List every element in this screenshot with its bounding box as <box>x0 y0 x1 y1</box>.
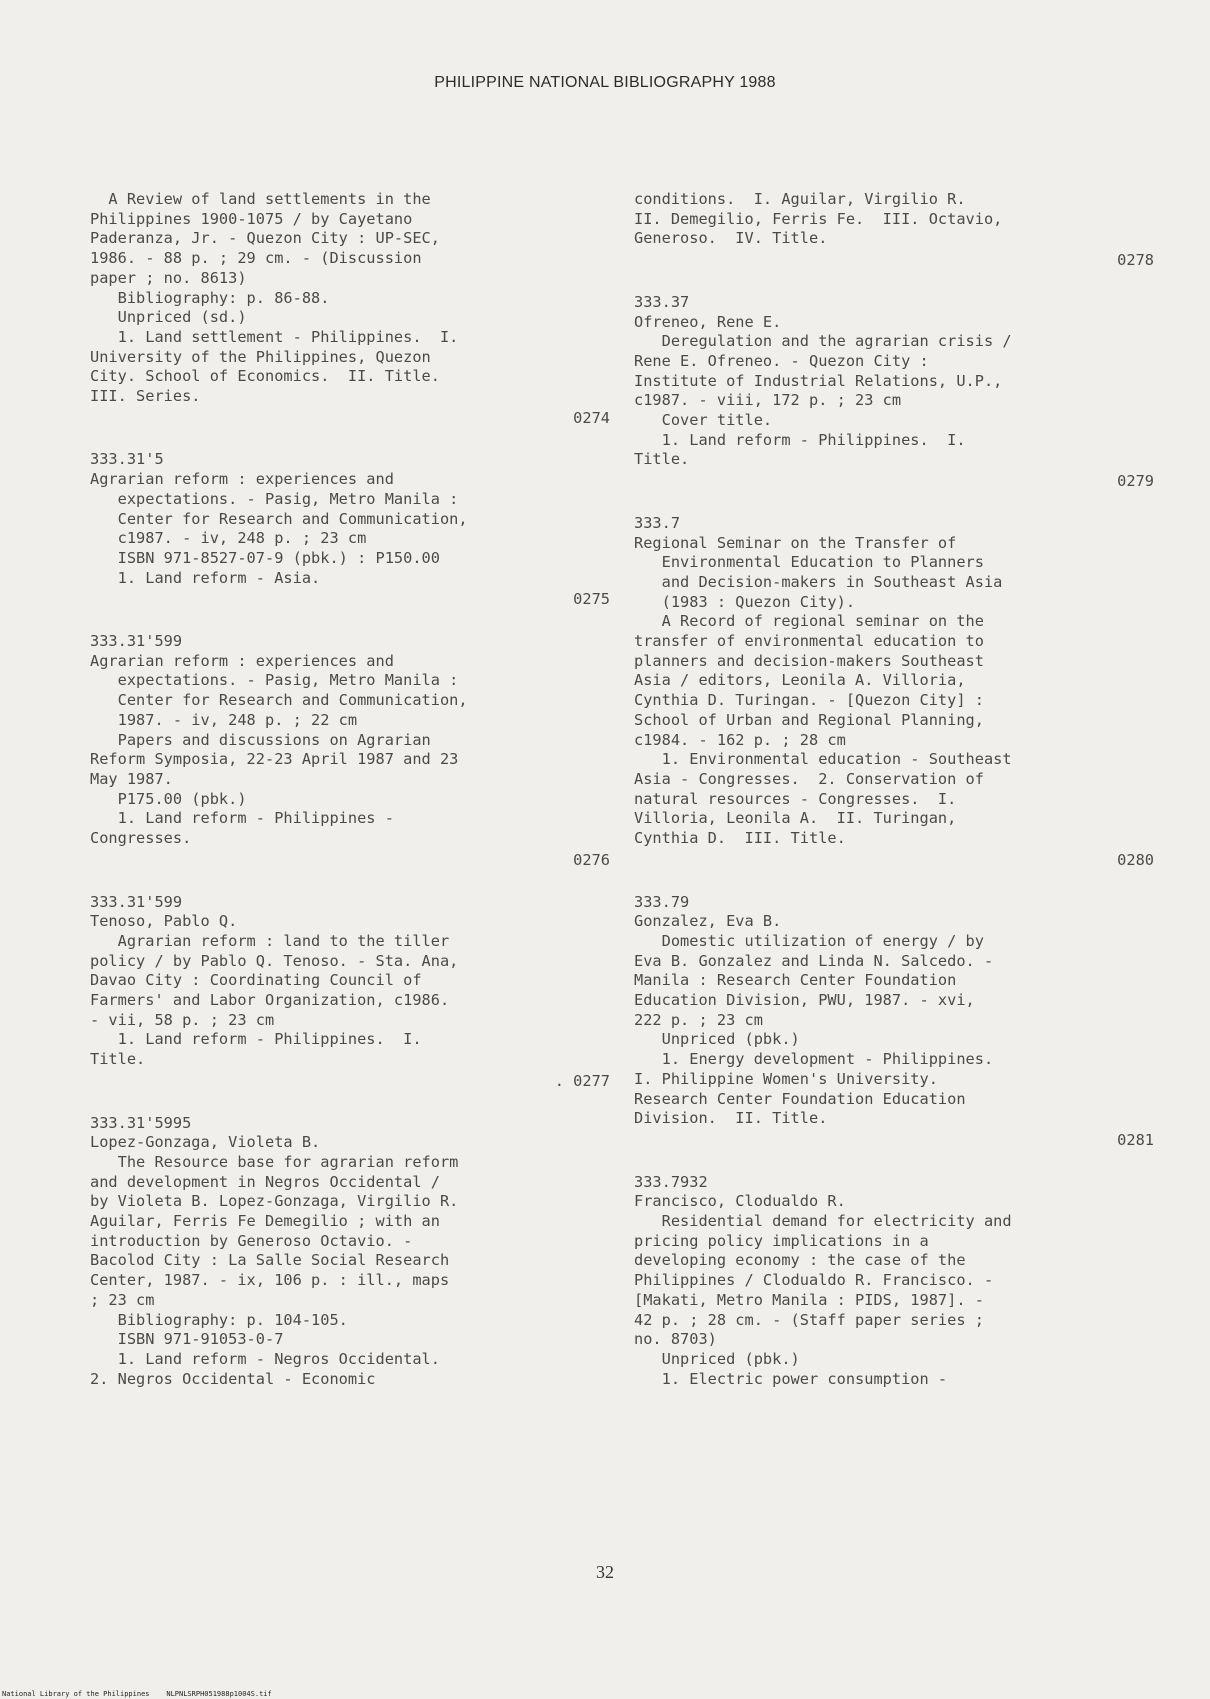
entry-number: . 0277 <box>554 1071 610 1090</box>
bibliography-entry <box>90 632 610 870</box>
entry-line: Bacolod City : La Salle Social Research <box>90 1251 450 1270</box>
entry-line: Cover title. <box>634 411 773 430</box>
entry-line: P175.00 (pbk.) <box>90 789 247 808</box>
entry-line: Deregulation and the agrarian crisis / <box>634 332 1012 351</box>
entry-line: Agrarian reform : land to the tiller <box>90 931 450 950</box>
entry-line: 333.31'5 <box>90 450 164 469</box>
entry-line: conditions. I. Aguilar, Virgilio R. <box>634 190 966 208</box>
entry-line: Cynthia D. Turingan. - [Quezon City] : <box>634 691 984 710</box>
entry-line: Research Center Foundation Education <box>634 1089 966 1108</box>
entry-line: Title. <box>90 1050 146 1069</box>
bibliography-entry <box>634 514 1154 871</box>
entry-line: 222 p. ; 23 cm <box>634 1010 763 1029</box>
entry-number: 0281 <box>1117 1130 1154 1149</box>
entry-line: Institute of Industrial Relations, U.P., <box>634 371 1003 390</box>
entry-number: 0276 <box>573 850 610 869</box>
entry-line: Reform Symposia, 22-23 April 1987 and 23 <box>90 750 459 769</box>
entry-line: 1987. - iv, 248 p. ; 22 cm <box>90 710 358 729</box>
entry-line: Unpriced (sd.) <box>90 308 247 327</box>
entry-number: 0278 <box>1117 251 1154 270</box>
bibliography-entry <box>634 1173 1154 1390</box>
entry-line: Papers and discussions on Agrarian <box>90 730 431 749</box>
entry-line: c1987. - iv, 248 p. ; 23 cm <box>90 529 367 548</box>
entry-number: 0275 <box>573 590 610 609</box>
entry-line: Francisco, Clodualdo R. <box>634 1192 846 1211</box>
left-column <box>90 190 610 1411</box>
entry-line: ISBN 971-8527-07-9 (pbk.) : P150.00 <box>90 548 440 567</box>
entry-line: Ofreneo, Rene E. <box>634 312 782 331</box>
entry-line: transfer of environmental education to <box>634 632 984 651</box>
entry-line: 1. Land reform - Philippines - <box>90 809 394 828</box>
entry-line: City. School of Economics. II. Title. <box>90 367 440 386</box>
entry-line: expectations. - Pasig, Metro Manila : <box>90 671 459 690</box>
entry-line: Congresses. <box>90 829 192 848</box>
bibliography-entry <box>634 293 1154 492</box>
entry-line: c1987. - viii, 172 p. ; 23 cm <box>634 391 902 410</box>
entry-line: University of the Philippines, Quezon <box>90 347 431 366</box>
entry-line: Philippines / Clodualdo R. Francisco. - <box>634 1271 994 1290</box>
right-column <box>634 190 1154 1411</box>
entry-line: and Decision-makers in Southeast Asia <box>634 572 1003 591</box>
bibliography-entry <box>90 450 610 610</box>
entry-line: Residential demand for electricity and <box>634 1212 1012 1231</box>
entry-line: 333.31'599 <box>90 892 183 911</box>
entry-line: Regional Seminar on the Transfer of <box>634 533 957 552</box>
entry-line: A Record of regional seminar on the <box>634 612 984 631</box>
entry-line: 1. Land settlement - Philippines. I. <box>90 327 459 346</box>
entry-line: and development in Negros Occidental / <box>90 1172 440 1191</box>
entry-line: Cynthia D. III. Title. <box>634 829 846 848</box>
entry-line: May 1987. <box>90 769 173 788</box>
entry-line: Rene E. Ofreneo. - Quezon City : <box>634 351 929 370</box>
entry-line: Bibliography: p. 86-88. <box>90 288 330 307</box>
bibliography-entry <box>90 190 610 428</box>
entry-line: Division. II. Title. <box>634 1109 828 1128</box>
entry-line: Agrarian reform : experiences and <box>90 470 394 489</box>
page-number: 32 <box>596 1562 614 1582</box>
bibliography-entry <box>634 190 1154 271</box>
entry-line: Paderanza, Jr. - Quezon City : UP-SEC, <box>90 229 440 248</box>
entry-line: Asia / editors, Leonila A. Villoria, <box>634 671 966 690</box>
entry-line: 1. Land reform - Asia. <box>90 568 321 587</box>
entry-line: II. Demegilio, Ferris Fe. III. Octavio, <box>634 209 1003 228</box>
entry-line: The Resource base for agrarian reform <box>90 1152 459 1171</box>
entry-line: Davao City : Coordinating Council of <box>90 971 422 990</box>
entry-line: 333.31'5995 <box>90 1113 192 1132</box>
entry-line: [Makati, Metro Manila : PIDS, 1987]. - <box>634 1290 984 1309</box>
entry-line: 1. Land reform - Philippines. I. <box>634 430 966 449</box>
entry-line: pricing policy implications in a <box>634 1231 929 1250</box>
entry-line: III. Series. <box>90 387 201 406</box>
entry-line: 333.31'599 <box>90 632 183 651</box>
entry-line: 333.37 <box>634 292 690 311</box>
entry-line: I. Philippine Women's University. <box>634 1069 938 1088</box>
entry-line: Unpriced (pbk.) <box>634 1349 800 1368</box>
entry-line: Unpriced (pbk.) <box>634 1030 800 1049</box>
entry-line: Manila : Research Center Foundation <box>634 971 957 990</box>
entry-line: by Violeta B. Lopez-Gonzaga, Virgilio R. <box>90 1192 459 1211</box>
entry-line: Center, 1987. - ix, 106 p. : ill., maps <box>90 1271 450 1290</box>
entry-line: Generoso. IV. Title. <box>634 229 828 248</box>
entry-line: policy / by Pablo Q. Tenoso. - Sta. Ana, <box>90 951 459 970</box>
entry-line: 333.7932 <box>634 1172 708 1191</box>
entry-line: 1986. - 88 p. ; 29 cm. - (Discussion <box>90 249 422 268</box>
entry-line: 1. Energy development - Philippines. <box>634 1050 994 1069</box>
page-header: PHILIPPINE NATIONAL BIBLIOGRAPHY 1988 <box>434 74 776 91</box>
entry-line: Title. <box>634 450 690 469</box>
scan-footer: National Library of the Philippines NLPNLSRPH051988p1004S.tif <box>2 1690 272 1698</box>
entry-line: Gonzalez, Eva B. <box>634 912 782 931</box>
entry-line: A Review of land settlements in the <box>90 190 431 208</box>
entry-number: 0280 <box>1117 850 1154 869</box>
entry-line: Asia - Congresses. 2. Conservation of <box>634 769 984 788</box>
entry-line: Environmental Education to Planners <box>634 553 984 572</box>
bibliography-entry <box>634 893 1154 1151</box>
entry-line: introduction by Generoso Octavio. - <box>90 1231 413 1250</box>
entry-line: paper ; no. 8613) <box>90 268 247 287</box>
entry-line: 1. Land reform - Negros Occidental. <box>90 1349 440 1368</box>
entry-line: Agrarian reform : experiences and <box>90 651 394 670</box>
entry-number: 0274 <box>573 408 610 427</box>
entry-line: Aguilar, Ferris Fe Demegilio ; with an <box>90 1212 440 1231</box>
entry-line: 1. Environmental education - Southeast <box>634 750 1012 769</box>
entry-line: Domestic utilization of energy / by <box>634 931 984 950</box>
entry-line: expectations. - Pasig, Metro Manila : <box>90 489 459 508</box>
entry-line: Villoria, Leonila A. II. Turingan, <box>634 809 957 828</box>
entry-line: Eva B. Gonzalez and Linda N. Salcedo. - <box>634 951 994 970</box>
entry-line: developing economy : the case of the <box>634 1251 966 1270</box>
entry-line: c1984. - 162 p. ; 28 cm <box>634 730 846 749</box>
entry-line: Center for Research and Communication, <box>90 691 468 710</box>
entry-line: 42 p. ; 28 cm. - (Staff paper series ; <box>634 1310 984 1329</box>
entry-line: 333.79 <box>634 892 690 911</box>
entry-line: School of Urban and Regional Planning, <box>634 710 984 729</box>
entry-line: no. 8703) <box>634 1330 717 1349</box>
entry-line: ISBN 971-91053-0-7 <box>90 1330 284 1349</box>
entry-line: natural resources - Congresses. I. <box>634 789 957 808</box>
entry-line: Farmers' and Labor Organization, c1986. <box>90 991 450 1010</box>
entry-line: planners and decision-makers Southeast <box>634 651 984 670</box>
entry-line: Lopez-Gonzaga, Violeta B. <box>90 1133 321 1152</box>
entry-number: 0279 <box>1117 472 1154 491</box>
entry-line: 2. Negros Occidental - Economic <box>90 1369 376 1388</box>
entry-line: Bibliography: p. 104-105. <box>90 1310 348 1329</box>
entry-line: 333.7 <box>634 513 681 532</box>
entry-line: Philippines 1900-1075 / by Cayetano <box>90 209 413 228</box>
entry-line: (1983 : Quezon City). <box>634 592 856 611</box>
bibliography-entry <box>90 893 610 1092</box>
entry-line: Tenoso, Pablo Q. <box>90 912 238 931</box>
entry-line: 1. Land reform - Philippines. I. <box>90 1030 422 1049</box>
entry-line: 1. Electric power consumption - <box>634 1369 948 1388</box>
entry-line: ; 23 cm <box>90 1290 155 1309</box>
entry-line: Center for Research and Communication, <box>90 509 468 528</box>
entry-line: - vii, 58 p. ; 23 cm <box>90 1010 275 1029</box>
bibliography-entry <box>90 1114 610 1390</box>
entry-line: Education Division, PWU, 1987. - xvi, <box>634 991 975 1010</box>
